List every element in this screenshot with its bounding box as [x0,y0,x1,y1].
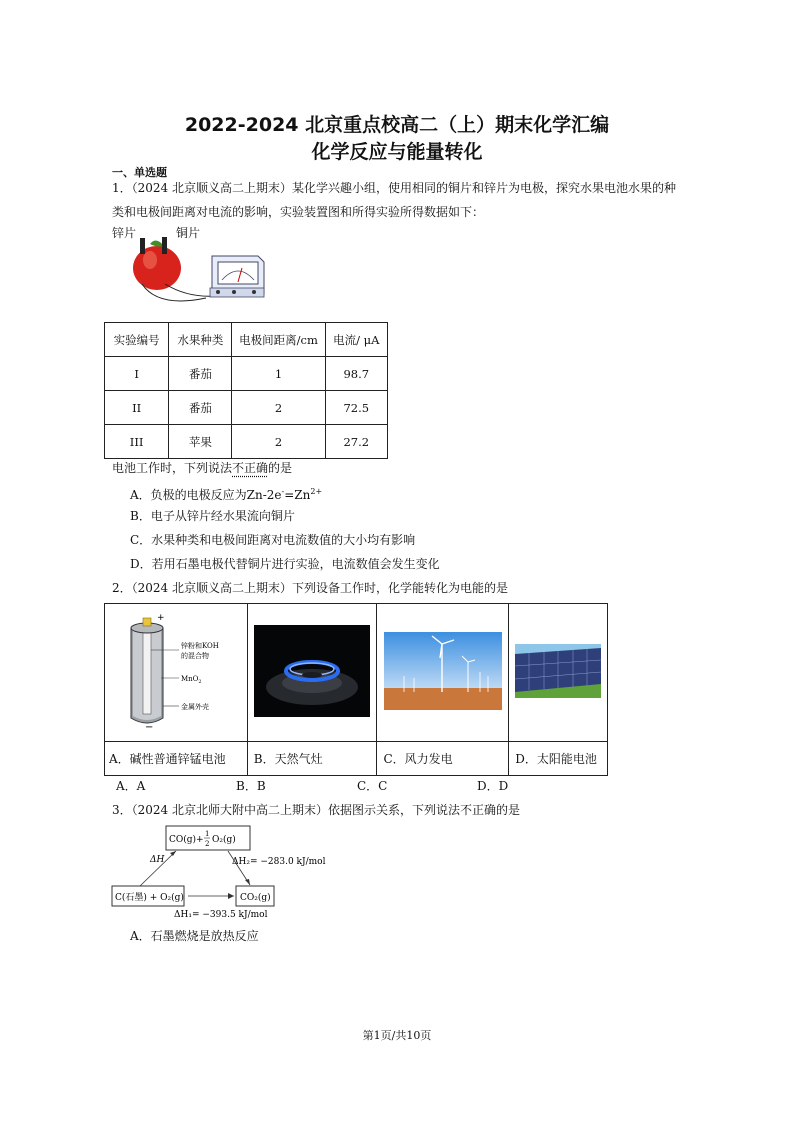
leaf-icon [150,240,164,246]
q2-cell-d: D．太阳能电池 [509,742,608,776]
table-cell: 2 [232,391,325,425]
table-header-cell: 实验编号 [105,323,169,357]
table-header-cell: 电极间距离/cm [232,323,325,357]
table-cell: 2 [232,425,325,459]
minus-terminal: − [144,722,154,733]
fruit-battery-figure [128,232,268,316]
zinc-electrode [140,238,145,254]
page-subtitle: 化学反应与能量转化 [311,141,483,163]
battery-diagram [111,608,241,734]
table-cell: 27.2 [325,425,387,459]
q1-question-post: 的是 [268,461,293,475]
wind-turbine-image [384,632,502,710]
experiment-table [104,322,388,459]
battery-label-shell: 金属外壳 [180,703,209,711]
table-cell: 98.7 [325,357,387,391]
gas-stove-cell-image [247,604,377,742]
table-cell: 番茄 [169,391,232,425]
copper-label: 铜片 [176,226,201,240]
q1-question-emphasis: 不正确 [232,461,269,475]
o2-text: O₂(g) [212,835,236,845]
table-cell: I [105,357,169,391]
q3-stem: 3．（2024 北京北师大附中高二上期末）依据图示关系，下列说法不正确的是 [112,803,520,817]
co2-box-text: CO₂(g) [240,893,271,903]
q1-option-b[interactable]: B．电子从锌片经水果流向铜片 [130,509,295,523]
co-box-text: CO(g)+ [169,835,204,845]
frac-den: 2 [205,840,210,848]
table-cell: II [105,391,169,425]
q1-stem-line2: 类和电极间距离对电流的影响，实验装置图和所得实验所得数据如下： [112,205,485,219]
frac-num: 1 [205,830,210,838]
battery-label-mno2: MnO$_2$ [180,675,202,685]
zinc-label: 锌片 [112,226,137,240]
q1-question-pre: 电池工作时，下列说法 [112,461,233,475]
q1-option-a[interactable] [130,484,322,503]
q1-option-a-mid: =Zn [284,488,311,502]
table-cell: 苹果 [169,425,232,459]
q2-option-c[interactable]: C．C [357,779,388,793]
wind-power-cell-image [377,604,509,742]
table-cell: 1 [232,357,325,391]
q3-option-a[interactable]: A．石墨燃烧是放热反应 [130,929,259,943]
q2-cell-b: B．天然气灶 [247,742,377,776]
battery-label-zinc: 锌粉和KOH [180,642,219,650]
table-header-cell: 电流/ μA [325,323,387,357]
q2-options-table [104,603,608,776]
q1-stem-line1: 1．（2024 北京顺义高二上期末）某化学兴趣小组，使用相同的铜片和锌片为电极，探究水果电池水果的种 [112,181,676,195]
enthalpy-diagram [110,822,340,920]
table-row [105,357,388,391]
delta-h1-label: ΔH₁= −393.5 kJ/mol [174,910,268,920]
section-heading: 一、单选题 [112,166,167,179]
delta-h2-label: ΔH₂= −283.0 kJ/mol [232,857,326,867]
gas-stove-image [254,625,370,717]
q1-option-d[interactable]: D．若用石墨电极代替铜片进行实验，电流数值会发生变化 [130,557,440,571]
q2-option-b[interactable]: B．B [236,779,266,793]
solar-cell-image [509,604,608,742]
page-footer: 第1页/共10页 [362,1029,432,1042]
page-title: 2022-2024 北京重点校高二（上）期末化学汇编 [184,114,610,136]
ammeter-icon [210,256,264,297]
table-header-cell: 水果种类 [169,323,232,357]
table-cell: 72.5 [325,391,387,425]
table-cell: 番茄 [169,357,232,391]
delta-h-label: ΔH [150,855,165,865]
q2-stem: 2．（2024 北京顺义高二上期末）下列设备工作时，化学能转化为电能的是 [112,581,508,595]
q2-cell-c: C．风力发电 [377,742,509,776]
q1-option-a-text: A．负极的电极反应为Zn-2e [130,488,282,502]
q2-cell-a: A．碱性普通锌锰电池 [105,742,248,776]
plus-terminal: + [156,613,165,623]
battery-cell-image [105,604,248,742]
q1-option-c[interactable]: C．水果种类和电极间距离对电流数值的大小均有影响 [130,533,416,547]
q2-option-a[interactable]: A．A [116,779,146,793]
copper-electrode [162,237,167,254]
table-row [105,391,388,425]
q2-option-d[interactable]: D．D [477,779,509,793]
solar-panel-image [515,644,601,698]
q1-question [112,460,292,476]
table-cell: III [105,425,169,459]
graphite-box-text: C(石墨) + O₂(g) [115,893,184,903]
q1-option-a-sup2: 2+ [310,487,323,496]
q1-option-a-sup1: - [281,487,285,496]
battery-label-mixture: 的混合物 [180,652,209,660]
table-header-row [105,323,388,357]
table-row [105,425,388,459]
